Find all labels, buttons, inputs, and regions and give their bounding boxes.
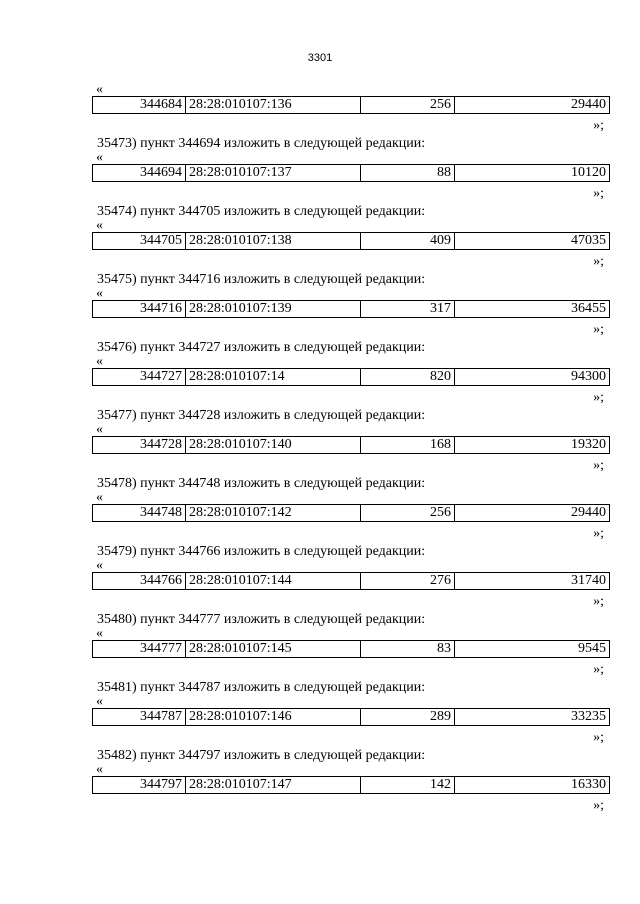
- close-quote: »;: [593, 390, 604, 405]
- value-cell: 19320: [455, 437, 610, 454]
- amendment-heading: 35480) пункт 344777 изложить в следующей редакции:: [97, 612, 426, 627]
- area-cell: 256: [361, 505, 455, 522]
- value-cell: 94300: [455, 369, 610, 386]
- area-cell: 317: [361, 301, 455, 318]
- row-number-cell: 344694: [93, 165, 186, 182]
- open-quote: «: [96, 82, 103, 97]
- amendment-item: [92, 339, 610, 407]
- cadastral-number-cell: 28:28:010107:136: [186, 97, 361, 114]
- close-quote: »;: [593, 594, 604, 609]
- amendment-heading: 35473) пункт 344694 изложить в следующей редакции:: [97, 136, 426, 151]
- amendment-item: [92, 543, 610, 611]
- area-cell: 168: [361, 437, 455, 454]
- table-row: [92, 504, 610, 522]
- open-quote: «: [96, 762, 103, 777]
- amendment-item: [92, 135, 610, 203]
- area-cell: 289: [361, 709, 455, 726]
- table-row: [92, 164, 610, 182]
- close-quote: »;: [593, 322, 604, 337]
- cadastral-number-cell: 28:28:010107:138: [186, 233, 361, 250]
- open-quote: «: [96, 150, 103, 165]
- open-quote: «: [96, 354, 103, 369]
- open-quote: «: [96, 286, 103, 301]
- cadastral-number-cell: 28:28:010107:145: [186, 641, 361, 658]
- row-number-cell: 344748: [93, 505, 186, 522]
- area-cell: 142: [361, 777, 455, 794]
- table-row: [92, 436, 610, 454]
- area-cell: 83: [361, 641, 455, 658]
- amendment-item: [92, 679, 610, 747]
- row-number-cell: 344787: [93, 709, 186, 726]
- value-cell: 29440: [455, 97, 610, 114]
- amendment-heading: 35481) пункт 344787 изложить в следующей редакции:: [97, 680, 426, 695]
- cadastral-number-cell: 28:28:010107:137: [186, 165, 361, 182]
- amendment-heading: 35475) пункт 344716 изложить в следующей редакции:: [97, 272, 426, 287]
- row-number-cell: 344705: [93, 233, 186, 250]
- table-row: [92, 572, 610, 590]
- open-quote: «: [96, 422, 103, 437]
- amendment-heading: 35476) пункт 344727 изложить в следующей редакции:: [97, 340, 426, 355]
- table-row: [92, 368, 610, 386]
- table-row: [92, 232, 610, 250]
- cadastral-number-cell: 28:28:010107:140: [186, 437, 361, 454]
- value-cell: 36455: [455, 301, 610, 318]
- page-number: 3301: [307, 52, 333, 64]
- amendment-item: [92, 203, 610, 271]
- close-quote: »;: [593, 798, 604, 813]
- close-quote: »;: [593, 254, 604, 269]
- amendment-item: [92, 84, 610, 135]
- row-number-cell: 344797: [93, 777, 186, 794]
- table-row: [92, 96, 610, 114]
- table-row: [92, 776, 610, 794]
- amendment-heading: 35482) пункт 344797 изложить в следующей редакции:: [97, 748, 426, 763]
- amendment-item: [92, 475, 610, 543]
- amendment-heading: 35478) пункт 344748 изложить в следующей редакции:: [97, 476, 426, 491]
- cadastral-number-cell: 28:28:010107:14: [186, 369, 361, 386]
- close-quote: »;: [593, 118, 604, 133]
- area-cell: 409: [361, 233, 455, 250]
- table-row: [92, 300, 610, 318]
- row-number-cell: 344766: [93, 573, 186, 590]
- document-body: [92, 84, 610, 815]
- row-number-cell: 344728: [93, 437, 186, 454]
- table-row: [92, 640, 610, 658]
- row-number-cell: 344727: [93, 369, 186, 386]
- row-number-cell: 344716: [93, 301, 186, 318]
- close-quote: »;: [593, 186, 604, 201]
- table-row: [92, 708, 610, 726]
- open-quote: «: [96, 694, 103, 709]
- close-quote: »;: [593, 662, 604, 677]
- cadastral-number-cell: 28:28:010107:146: [186, 709, 361, 726]
- value-cell: 29440: [455, 505, 610, 522]
- value-cell: 10120: [455, 165, 610, 182]
- amendment-heading: 35479) пункт 344766 изложить в следующей редакции:: [97, 544, 426, 559]
- value-cell: 33235: [455, 709, 610, 726]
- value-cell: 16330: [455, 777, 610, 794]
- amendment-item: [92, 611, 610, 679]
- close-quote: »;: [593, 730, 604, 745]
- amendment-item: [92, 271, 610, 339]
- open-quote: «: [96, 490, 103, 505]
- area-cell: 88: [361, 165, 455, 182]
- area-cell: 256: [361, 97, 455, 114]
- amendment-heading: 35474) пункт 344705 изложить в следующей редакции:: [97, 204, 426, 219]
- row-number-cell: 344684: [93, 97, 186, 114]
- cadastral-number-cell: 28:28:010107:139: [186, 301, 361, 318]
- amendment-item: [92, 747, 610, 815]
- amendment-item: [92, 407, 610, 475]
- value-cell: 31740: [455, 573, 610, 590]
- cadastral-number-cell: 28:28:010107:144: [186, 573, 361, 590]
- value-cell: 9545: [455, 641, 610, 658]
- close-quote: »;: [593, 458, 604, 473]
- cadastral-number-cell: 28:28:010107:147: [186, 777, 361, 794]
- row-number-cell: 344777: [93, 641, 186, 658]
- area-cell: 820: [361, 369, 455, 386]
- open-quote: «: [96, 558, 103, 573]
- open-quote: «: [96, 626, 103, 641]
- value-cell: 47035: [455, 233, 610, 250]
- cadastral-number-cell: 28:28:010107:142: [186, 505, 361, 522]
- area-cell: 276: [361, 573, 455, 590]
- amendment-heading: 35477) пункт 344728 изложить в следующей редакции:: [97, 408, 426, 423]
- open-quote: «: [96, 218, 103, 233]
- close-quote: »;: [593, 526, 604, 541]
